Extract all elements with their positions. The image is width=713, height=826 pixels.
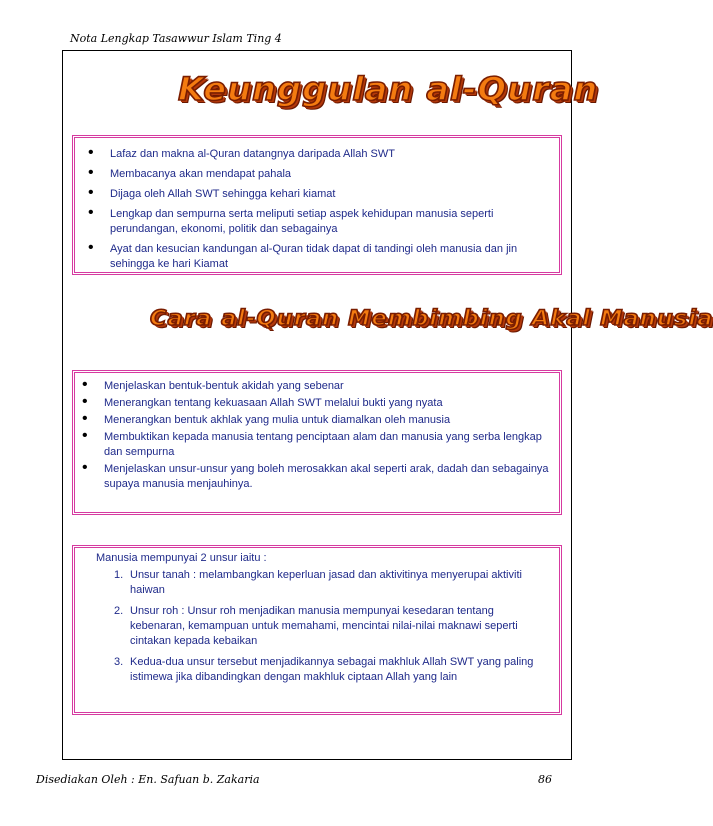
list-item: • Membacanya akan mendapat pahala <box>88 164 292 181</box>
section2-list <box>82 376 554 494</box>
list-item: • Menjelaskan unsur-unsur yang boleh merosakkan akal seperti arak, dadah dan sebagainya supaya manusia menjauhinya. <box>82 459 549 490</box>
list-item: 1. Unsur tanah : melambangkan keperluan jasad dan aktivitinya menyerupai aktiviti haiwan <box>114 569 522 596</box>
section3-intro: Manusia mempunyai 2 unsur iaitu : <box>96 552 267 564</box>
list-item: • Lafaz dan makna al-Quran datangnya daripada Allah SWT <box>88 144 395 161</box>
list-number: 3. <box>114 656 124 668</box>
list-item: • Menerangkan bentuk akhlak yang mulia untuk diamalkan oleh manusia <box>82 410 451 427</box>
list-item: • Lengkap dan sempurna serta meliputi setiap aspek kehidupan manusia seperti perundangan, ekonomi, politik dan sebagainya <box>88 204 494 235</box>
bullet-icon: • <box>88 184 94 201</box>
bullet-icon: • <box>82 427 88 444</box>
list-item: • Dijaga oleh Allah SWT sehingga kehari kiamat <box>88 184 336 201</box>
bullet-icon: • <box>82 459 88 476</box>
section1-title: Keunggulan al-Quran <box>178 70 599 108</box>
footer-author: Disediakan Oleh : En. Safuan b. Zakaria <box>36 773 260 786</box>
bullet-icon: • <box>82 393 88 410</box>
page-number: 86 <box>538 773 552 786</box>
list-item: • Membuktikan kepada manusia tentang penciptaan alam dan manusia yang serba lengkap dan sempurna <box>82 427 542 458</box>
list-item: • Menerangkan tentang kekuasaan Allah SWT melalui bukti yang nyata <box>82 393 443 410</box>
page-header: Nota Lengkap Tasawwur Islam Ting 4 <box>70 32 282 45</box>
section1-list <box>88 144 540 277</box>
bullet-icon: • <box>82 376 88 393</box>
list-item: 2. Unsur roh : Unsur roh menjadikan manusia mempunyai kesedaran tentang kebenaran, kemampuan untuk memahami, mencintai nilai-nilai maknawi seperti cintakan kepada kebaikan <box>114 605 518 647</box>
list-item: • Ayat dan kesucian kandungan al-Quran tidak dapat di tandingi oleh manusia dan jin sehingga ke hari Kiamat <box>88 239 518 270</box>
section3-list <box>114 568 550 691</box>
list-number: 1. <box>114 569 124 581</box>
bullet-icon: • <box>88 144 94 161</box>
bullet-icon: • <box>88 239 94 256</box>
bullet-icon: • <box>88 204 94 221</box>
bullet-icon: • <box>88 164 94 181</box>
list-item: • Menjelaskan bentuk-bentuk akidah yang sebenar <box>82 376 344 393</box>
list-item: 3. Kedua-dua unsur tersebut menjadikannya sebagai makhluk Allah SWT yang paling istimewa jika dibandingkan dengan makhluk ciptaan Allah yang lain <box>114 656 534 683</box>
list-number: 2. <box>114 605 124 617</box>
section2-title: Cara al-Quran Membimbing Akal Manusia <box>150 306 713 330</box>
bullet-icon: • <box>82 410 88 427</box>
